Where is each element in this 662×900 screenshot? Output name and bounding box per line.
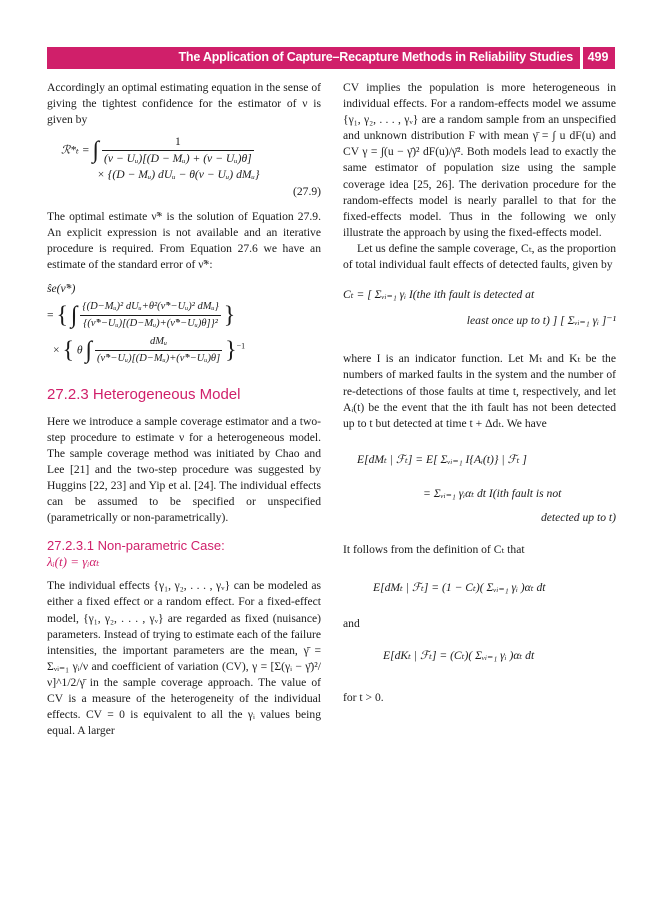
right-column [343,80,616,707]
brace-close-icon: } [223,302,236,329]
equation-fraction [102,134,254,167]
running-header [47,47,615,69]
equation-number: (27.9) [292,184,321,198]
paragraph: It follows from the definition of Cₜ that [343,543,525,557]
brace-close-icon: } [225,337,237,364]
se-fraction-2 [95,334,222,367]
and-word: and [343,617,360,631]
header-divider [580,47,583,69]
left-column [47,80,321,739]
paragraph: where I is an indicator function. Let Mₜ and Kₜ be the numbers of marked faults in the system and the number of re-detections of those faults at time t, respectively, and let Aᵢ(t) be the event that the ith fault has not been detected up to t but detected at time t + Δdₜ. We have [343,352,616,430]
paragraph: The optimal estimate ν̃* is the solution of Equation 27.9. An explicit expression is not available and an iterative procedure is required. From Equation 27.6 we have an estimate of the standard error of ν̃*: [47,209,321,271]
se-fraction-1 [80,299,220,332]
paragraph: Let us define the sample coverage, Cₜ, as the proportion of total individual fault effects of detected faults, given by [343,241,616,272]
brace-open-icon: { [56,302,68,329]
equation-line: × {(D − Mᵤ) dUᵤ − θ(ν − Uᵤ) dMᵤ} [97,168,260,182]
paragraph: Accordingly an optimal estimating equation in the sense of giving the tightest confidence for the estimator of ν is given by [47,81,321,127]
subsection-heading: 27.2.3.1 Non-parametric Case: [47,538,225,554]
times-sign: × [53,343,60,357]
page-number: 499 [587,50,609,64]
equation-denominator: (ν − Uᵤ)[(D − Mᵤ) + (ν − Uᵤ)θ] [104,152,252,166]
paragraph: for t > 0. [343,691,384,705]
se-denominator-2: (ν̃*−Uᵤ)[(D−Mᵤ)+(ν̃*−Uᵤ)θ] [96,353,221,365]
se-numerator-2: dMᵤ [95,334,222,351]
expectation-equation-3: detected up to t) [540,510,616,524]
power-minus-one: −1 [236,341,246,351]
equation-lhs: ℛ*ₜ = [61,143,90,157]
section-heading: 27.2.3 Heterogeneous Model [47,386,241,404]
subsection-formula-text: λᵢ(t) = γᵢαₜ [47,554,100,570]
brace-open-icon: { [62,337,74,364]
integral-sign: ∫ [85,337,93,364]
integral-sign: ∫ [70,302,78,329]
se-numerator-1: {(D−Mᵤ)² dUᵤ+θ²(ν̃*−Uᵤ)² dMᵤ} [80,299,220,316]
coverage-equation-line2: least once up to t) ] [ Σᵥᵢ₌₁ γᵢ ]⁻¹ [466,314,616,328]
equals-sign: = [47,308,54,322]
equation-number-row [47,184,321,201]
subsection-formula [47,554,321,570]
se-denominator-1: {(ν̃*−Uᵤ)[(D−Mᵤ)+(ν̃*−Uᵤ)θ]}² [83,318,218,330]
paragraph: Here we introduce a sample coverage estimator and a two-step procedure to estimate ν for a heterogeneous model. The sample coverage method was initiated by Chao and Lee [21] and the two-step procedure was suggested by Huggins [22, 23] and Yip et al. [24]. The individual effects can be assumed to be specified or unspecified (parametrically or non-parametrically). [47,414,321,525]
se-label: ŝe(ν̃*) [47,281,76,295]
marked-equation: E[dMₜ | ℱₜ] = (1 − Cₜ)( Σᵥᵢ₌₁ γᵢ )αₜ dt [373,581,546,595]
redetection-equation: E[dKₜ | ℱₜ] = (Cₜ)( Σᵥᵢ₌₁ γᵢ )αₜ dt [383,649,535,663]
se-equation-line1 [47,299,321,332]
equation-27-9-line2 [47,167,321,183]
expectation-equation-1: E[dMₜ | ℱₜ] = E[ Σᵥᵢ₌₁ I{Aᵢ(t)} | ℱₜ ] [357,452,527,466]
paragraph: CV implies the population is more heterogeneous in individual effects. For a random-effects model we assume {γ₁, γ₂, . . . , γᵥ} are a random sample from an unspecified and unknown distribution F with mean γ̄ = ∫ u dF(u) and CV γ = ∫(u − γ̄)² dF(u)/γ̄². Both models lead to exactly the same estimator of population size using the sample coverage idea [25, 26]. The derivation procedure for the random-effects model is nearly parallel to that for the fixed-effects model. Thus in the following we only illustrate the approach by using the fixed-effects model. [343,81,616,239]
se-equation-line2 [47,334,321,367]
integral-sign: ∫ [92,137,100,164]
equation-27-9 [47,134,321,167]
running-title: The Application of Capture–Recapture Methods in Reliability Studies [178,50,573,64]
equation-numerator: 1 [102,134,254,151]
coverage-equation-line1: Cₜ = [ Σᵥᵢ₌₁ γᵢ I(the ith fault is detected at [343,288,535,302]
expectation-equation-2: = Σᵥᵢ₌₁ γᵢαₜ dt I(ith fault is not [423,486,562,500]
paragraph: The individual effects {γ₁, γ₂, . . . , γᵥ} can be modeled as either a fixed effect or a random effect. For a fixed-effect model, {γ₁, γ₂, . . . , γᵥ} are regarded as fixed (nuisance) parameters. Instead of trying to estimate each of the failure intensities, the important parameters are the mean, γ̄ = Σᵥᵢ₌₁ γᵢ/ν and coefficient of variation (CV), γ = [Σ(γᵢ − γ̄)²/ν]^1/2/γ̄ in the sample coverage approach. The value of CV is a measure of the heterogeneity of the individual effects. CV = 0 is equivalent to all the γᵢ values being equal. A larger [47,579,321,738]
theta-symbol: θ [76,343,83,357]
